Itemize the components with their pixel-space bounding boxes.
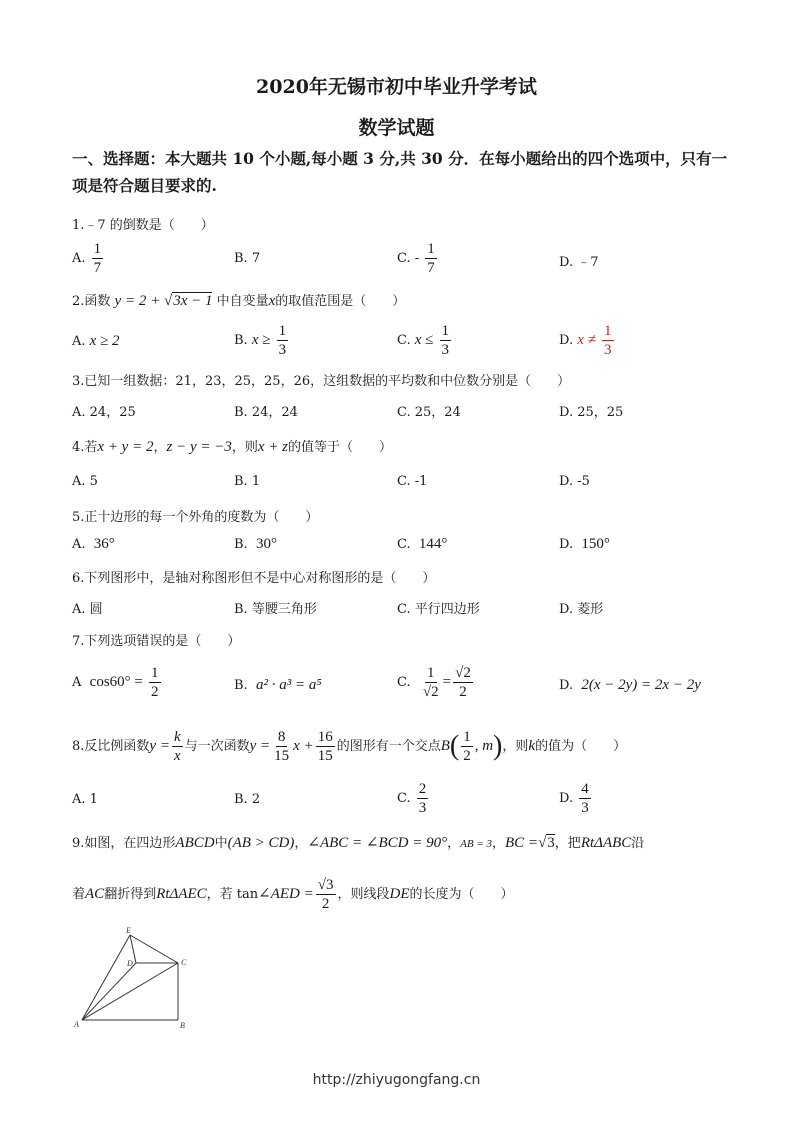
numerator: k [173,729,181,745]
paren-close: ) [493,730,503,762]
denominator: 2 [463,748,471,764]
q5-option-d [559,536,610,553]
option-label: A. [72,334,86,349]
option-label: D. [559,537,574,552]
stem-text: 9.如图，在四边形 [72,836,176,851]
denominator: √2 [422,684,439,700]
q4-option-b: B. 1 [234,474,261,489]
math-expr: 2(x − 2y) = 2x − 2y [581,677,701,693]
q1-option-b: B. 7 [234,251,261,266]
fraction [453,664,473,701]
option-label: C. [397,675,411,690]
option-label: B. [234,537,248,552]
math-expr: , m [474,738,494,754]
stem-text: 翻折得到 [104,887,157,902]
math-var: x [268,293,276,309]
math-expr: RtΔAEC [156,886,207,902]
option-value: 150° [581,536,610,552]
math-expr: cos60° = [89,674,143,690]
fraction [579,780,591,817]
stem-text: 的值等于（ ） [288,440,393,455]
fraction [92,240,104,277]
q6-option-c: C. 平行四边形 [397,602,480,617]
fraction [461,728,473,765]
q1-option-a [72,240,105,277]
q7-option-a [72,664,163,701]
exam-title: 2020年无锡市初中毕业升学考试 [256,76,537,98]
denominator: 3 [441,342,450,358]
stem-text: ，若 tan [206,887,259,902]
q2-option-c [397,322,453,359]
math-expr: AB = 3 [460,838,492,850]
q3-option-b: B. 24，24 [234,405,298,420]
denominator: 15 [274,748,290,764]
math-expr: (AB > CD) [227,835,295,851]
denominator: 7 [427,260,435,276]
stem-text: ，则 [231,440,258,455]
stem-text: 2.函数 [72,294,111,309]
numerator: 1 [427,241,435,257]
fraction [316,876,336,913]
math-expr: = [442,674,452,690]
q8-option-a: A. 1 [72,792,98,807]
stem-text: ，则 [502,739,529,754]
denominator: 3 [581,800,589,816]
numerator: √3 [317,877,334,893]
math-expr: x ≥ 2 [89,333,120,349]
label-d: D [127,959,133,968]
option-label: A. [72,537,86,552]
math-var: k [528,738,536,754]
fraction [277,322,289,359]
question-7-stem: 7.下列选项错误的是（ ） [72,634,241,649]
section-line-1: 一、选择题：本大题共 10 个小题,每小题 3 分,共 30 分．在每小题给出的四个选项中，只有一 [72,149,728,168]
stem-text: 着 [72,887,86,902]
stem-text: ， [153,440,167,455]
stem-text: ，把 [554,836,581,851]
stem-text: 8.反比例函数 [72,739,150,754]
q2-option-a [72,333,120,350]
stem-text: ， [492,836,506,851]
q8-option-c [397,780,430,817]
question-1-stem: 1.﹣7 的倒数是（ ） [72,218,214,233]
q8-option-d [559,780,593,817]
radical: √3 [538,835,555,851]
q6-option-a: A. 圆 [72,602,103,617]
label-a: A [74,1020,79,1029]
question-4-stem [72,436,392,456]
option-label: D. [559,333,574,348]
stem-text: 中 [214,836,228,851]
option-label: A [72,675,82,690]
numerator: 1 [441,323,450,339]
math-expr: y = [249,738,271,754]
math-expr: y = [149,738,170,754]
q5-option-c [397,536,447,553]
math-expr: x ≥ [251,332,271,348]
denominator: 2 [321,896,330,912]
fraction [425,240,437,277]
option-label: C. - [397,251,420,266]
math-expr: x + [293,738,314,754]
option-label: C. [397,537,411,552]
fraction [272,728,291,765]
segment-ec [130,935,178,963]
q3-option-c: C. 25，24 [397,405,461,420]
stem-text: 的图形有一个交点 [336,739,441,754]
stem-text: 的值为（ ） [535,739,627,754]
math-expr: AC [85,886,105,902]
numerator: 8 [277,729,286,745]
stem-text: ， [447,836,461,851]
math-expr: RtΔABC [580,835,632,851]
option-label: C. [397,333,411,348]
stem-text: ，则线段 [337,887,390,902]
math-expr: x ≠ [577,332,596,348]
math-expr: z − y = −3 [166,439,232,455]
denominator: 3 [418,800,427,816]
numerator: 1 [93,241,102,257]
paren-open: ( [449,730,460,762]
quadrilateral-figure [70,925,195,1030]
segment-ac [82,963,178,1020]
question-6-stem: 6.下列图形中，是轴对称图形但不是中心对称图形的是（ ） [72,571,436,586]
question-9-line-1 [72,832,644,852]
option-value: 36° [93,536,115,552]
math-expr: a² · a³ = a⁵ [255,677,322,693]
numerator: 16 [317,729,333,745]
q6-option-d: D. 菱形 [559,602,604,617]
stem-text: 4.若 [72,440,98,455]
fraction [421,664,441,701]
math-expr: ∠AED = [258,886,314,902]
denominator: 3 [278,342,287,358]
radicand: 3x − 1 [173,293,213,309]
stem-text: 的长度为（ ） [409,887,514,902]
denominator: 15 [317,748,333,764]
stem-text: 与一次函数 [184,739,250,754]
fraction [316,728,335,765]
radicand: 3 [547,835,555,851]
question-3-stem: 3.已知一组数据：21，23，25，25，26，这组数据的平均数和中位数分别是（ ） [72,374,571,389]
numerator: 1 [427,665,435,681]
numerator: 4 [581,781,589,797]
q3-option-a: A. 24，25 [72,405,136,420]
numerator: 1 [463,729,471,745]
option-label: A. [72,251,86,266]
denominator: x [173,748,181,764]
q2-option-b [234,322,290,359]
math-expr: DE [389,886,410,902]
numerator: 1 [604,323,612,339]
q4-option-d: D. -5 [559,474,590,489]
q4-option-a: A. 5 [72,474,98,489]
math-expr: y = 2 + [114,293,164,309]
stem-text: ， [294,836,308,851]
option-label: C. [397,791,411,806]
q6-option-b: B. 等腰三角形 [234,602,317,617]
section-heading [72,145,732,199]
q1-option-d: D. ﹣7 [559,255,599,270]
exam-subtitle: 数学试题 [358,117,435,139]
fraction [417,780,429,817]
option-label: B. [234,333,248,348]
option-label: B. [234,678,248,693]
label-e: E [126,926,131,935]
fraction [602,322,614,359]
stem-text: 中自变量 [216,294,269,309]
math-expr: ∠ABC = ∠BCD = 90° [307,835,448,851]
stem-text: 的取值范围是（ ） [275,294,406,309]
question-2-stem [72,290,405,310]
denominator: 2 [151,684,159,700]
math-expr: BC = [505,835,539,851]
label-b: B [180,1021,185,1030]
numerator: √2 [455,665,471,681]
question-9-line-2 [72,876,514,913]
q1-option-c [397,240,439,277]
math-expr: ABCD [175,835,215,851]
option-value: 30° [255,536,277,552]
denominator: 2 [459,684,467,700]
math-var: B [440,738,450,754]
question-8-stem [72,728,626,765]
q3-option-d: D. 25，25 [559,405,624,420]
denominator: 3 [604,342,612,358]
option-label: D. [559,678,574,693]
question-5-stem: 5.正十边形的每一个外角的度数为（ ） [72,510,319,525]
q7-option-b [234,677,322,694]
math-expr: x + y = 2 [97,439,154,455]
q5-option-b [234,536,277,553]
option-label: D. [559,791,574,806]
label-c: C [181,958,187,967]
q4-option-c: C. -1 [397,474,428,489]
fraction [149,664,161,701]
radical: √3x − 1 [163,293,213,309]
q7-option-d [559,677,701,694]
stem-text: 沿 [631,836,645,851]
math-expr: x ≤ [414,332,434,348]
math-expr: x + z [257,439,288,455]
section-line-2: 项是符合题目要求的. [72,176,217,195]
footer-url: http://zhiyugongfang.cn [312,1072,481,1088]
fraction [172,728,183,765]
numerator: 2 [418,781,427,797]
q2-option-d [559,322,616,359]
denominator: 7 [93,260,102,276]
q5-option-a [72,536,115,553]
option-value: 144° [418,536,448,552]
numerator: 1 [151,665,159,681]
q7-option-c [397,664,475,701]
fraction [440,322,452,359]
numerator: 1 [278,323,287,339]
q8-option-b: B. 2 [234,792,261,807]
